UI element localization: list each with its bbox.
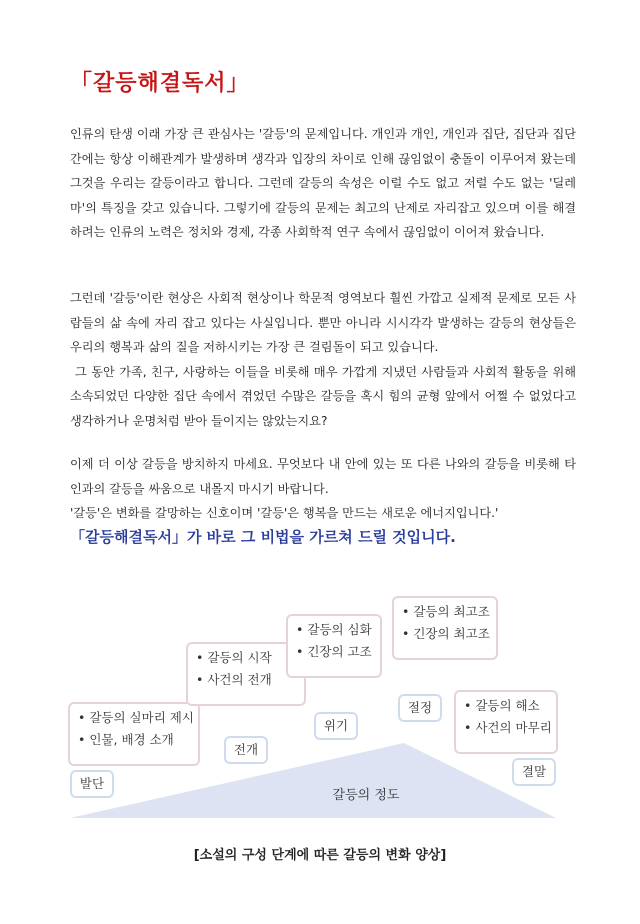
stage-box-introduction (68, 702, 200, 766)
paragraph-text: 그 동안 가족, 친구, 사랑하는 이들을 비롯해 매우 가깝게 지냈던 사람들과 사회적 활동을 위해 소속되었던 다양한 집단 속에서 겪었던 수많은 갈등을 혹시 힘의 균형 앞에서 어쩔 수 없었다고 생각하거나 운명처럼 받아 들이지는 않았는지요? (70, 364, 576, 428)
stage-point: • 갈등의 실마리 제시 (78, 710, 194, 725)
stage-point: • 갈등의 시작 (196, 650, 272, 665)
intro-paragraph (70, 122, 576, 245)
stage-point: • 인물, 배경 소개 (78, 732, 174, 747)
stage-label-resolution: 결말 (512, 758, 556, 786)
paragraph-text: 이제 더 이상 갈등을 방치하지 마세요. 무엇보다 내 안에 있는 또 다른 나와의 갈등을 비롯해 타인과의 갈등을 싸움으로 내몰지 마시기 바랍니다. (70, 457, 576, 496)
third-paragraph (70, 452, 576, 526)
second-paragraph (70, 286, 576, 433)
stage-label-crisis: 위기 (314, 712, 358, 740)
stage-point: • 사건의 마무리 (464, 720, 552, 735)
stage-box-climax (392, 596, 498, 660)
stage-box-crisis (286, 614, 382, 678)
stage-label-climax: 절정 (398, 694, 442, 722)
stage-point: • 갈등의 심화 (296, 622, 372, 637)
stage-box-resolution (454, 690, 558, 754)
axis-label: 갈등의 정도 (332, 788, 400, 803)
stage-point: • 긴장의 고조 (296, 644, 372, 659)
paragraph-text: 인류의 탄생 이래 가장 큰 관심사는 '갈등'의 문제입니다. 개인과 개인, 개인과 집단, 집단과 집단 간에는 항상 이해관계가 발생하며 생각과 입장의 차이로 인해 끊임없이 충돌이 이루어져 왔는데 그것을 우리는 갈등이라고 합니다. 그런데 갈등의 속성은 이럴 수도 없고 저럴 수도 없는 '딜레마'의 특징을 갖고 있습니다. 그렇기에 갈등의 문제는 최고의 난제로 자리잡고 있으며 이를 해결하려는 인류의 노력은 정치와 경제, 각종 사회학적 연구 속에서 끊임없이 이어져 왔습니다. (70, 127, 576, 239)
paragraph-text: '갈등'은 변화를 갈망하는 신호이며 '갈등'은 행복을 만드는 새로운 에너지입니다.' (70, 506, 499, 520)
figure-caption: [소설의 구성 단계에 따른 갈등의 변화 양상] (193, 848, 447, 863)
stage-label-development: 전개 (224, 736, 268, 764)
document-title: 「갈등해결독서」 (70, 71, 250, 96)
highlight-sentence: 「갈등해결독서」가 바로 그 비법을 가르쳐 드릴 것입니다. (70, 528, 456, 546)
stage-label-introduction: 발단 (70, 770, 114, 798)
stage-point: • 갈등의 해소 (464, 698, 540, 713)
plot-structure-diagram (66, 588, 566, 820)
paragraph-text: 그런데 '갈등'이란 현상은 사회적 현상이나 학문적 영역보다 훨씬 가깝고 실제적 문제로 모든 사람들의 삶 속에 자리 잡고 있다는 사실입니다. 뿐만 아니라 시시각각 발생하는 갈등의 현상들은 우리의 행복과 삶의 질을 저하시키는 가장 큰 걸림돌이 되고 있습니다. (70, 291, 576, 354)
stage-point: • 긴장의 최고조 (402, 626, 490, 641)
stage-point: • 사건의 전개 (196, 672, 272, 687)
stage-point: • 갈등의 최고조 (402, 604, 490, 619)
